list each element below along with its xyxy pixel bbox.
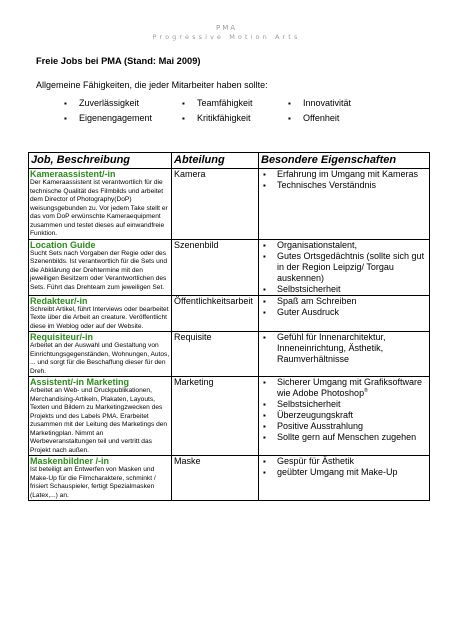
property-item: ▪ Selbstsicherheit xyxy=(260,284,428,295)
properties-cell xyxy=(259,332,430,377)
skill-item: ▪ Teamfähigkeit xyxy=(182,96,253,111)
job-description: Ist beteiligt am Entwerfen von Masken und Make-Up für die Filmcharaktere, schminkt / frisiert Schauspieler, fertigt Spezialmasken (Latex,...) an. xyxy=(30,466,156,499)
job-cell xyxy=(29,239,172,295)
properties-cell xyxy=(259,295,430,332)
job-description: Schreibt Artikel, führt Interviews oder bearbeitet Texte über die Arbeit an creature. Veröffentlicht diese im Weblog oder auf der Website. xyxy=(30,305,169,330)
job-title: Kameraassistent/-in xyxy=(30,169,116,179)
department-cell: Marketing xyxy=(172,377,259,456)
skill-item: ▪ Offenheit xyxy=(288,111,351,126)
header-logo-text: PMA xyxy=(215,24,238,32)
skill-item: ▪ Innovativität xyxy=(288,96,351,111)
skills-column-3 xyxy=(288,96,351,126)
table-row xyxy=(29,456,430,501)
property-item: ▪ geübter Umgang mit Make-Up xyxy=(260,467,428,478)
skill-item: ▪ Zuverlässigkeit xyxy=(64,96,152,111)
property-item: ▪ Selbstsicherheit xyxy=(260,399,428,410)
skill-item: ▪ Eigenengagement xyxy=(64,111,152,126)
column-header-job: Job, Beschreibung xyxy=(29,153,172,169)
document-title: Freie Jobs bei PMA (Stand: Mai 2009) xyxy=(36,56,201,66)
property-item: ▪ Sollte gern auf Menschen zugehen xyxy=(260,432,428,443)
column-header-department: Abteilung xyxy=(172,153,259,169)
property-item: ▪ Guter Ausdruck xyxy=(260,307,428,318)
property-item: ▪ Gespür für Ästhetik xyxy=(260,456,428,467)
job-cell xyxy=(29,332,172,377)
department-cell: Kamera xyxy=(172,169,259,240)
intro-text: Allgemeine Fähigkeiten, die jeder Mitarbeiter haben sollte: xyxy=(36,80,268,90)
table-row xyxy=(29,239,430,295)
department-cell: Requisite xyxy=(172,332,259,377)
properties-cell xyxy=(259,169,430,240)
skill-item: ▪ Kritikfähigkeit xyxy=(182,111,253,126)
table-row xyxy=(29,377,430,456)
table-row xyxy=(29,295,430,332)
department-cell: Öffentlichkeitsarbeit xyxy=(172,295,259,332)
page-header xyxy=(0,24,453,42)
jobs-table xyxy=(28,152,430,501)
property-item: ▪ Gutes Ortsgedächtnis (sollte sich gut in der Region Leipzig/ Torgau auskennen) xyxy=(260,251,428,284)
job-cell xyxy=(29,169,172,240)
header-subtitle: Progressive Motion Arts xyxy=(152,33,301,41)
property-item: ▪ Positive Ausstrahlung xyxy=(260,421,428,432)
job-title: Redakteur/-in xyxy=(30,295,88,306)
property-item: ▪ Überzeugungskraft xyxy=(260,410,428,421)
property-item: ▪ Sicherer Umgang mit Grafiksoftware wie Adobe Photoshop® xyxy=(260,377,428,399)
property-item: ▪ Erfahrung im Umgang mit Kameras xyxy=(260,169,428,180)
job-title: Location Guide xyxy=(30,239,96,250)
department-cell: Maske xyxy=(172,456,259,501)
property-item: ▪ Technisches Verständnis xyxy=(260,180,428,191)
job-description: Der Kameraassistent ist verantwortlich für die technische Qualität des Filmbilds und arbeitet dem Director of Photography(DoP) weisungsgebunden zu. Vor jedem Take stellt er das vom DoP erwünschte Kameraequipment zusammen und testet dieses auf einwandfreie Funktion. xyxy=(30,179,168,237)
property-item: ▪ Organisationstalent, xyxy=(260,240,428,251)
skills-column-1 xyxy=(64,96,152,126)
column-header-properties: Besondere Eigenschaften xyxy=(259,153,430,169)
job-description: Arbeitet an der Auswahl und Gestaltung von Einrichtungsgegenständen, Wohnungen, Autos, ... und sorgt für die Beschaffung dieser für den Dreh. xyxy=(30,342,170,375)
job-cell xyxy=(29,456,172,501)
table-row xyxy=(29,169,430,240)
property-item: ▪ Gefühl für Innenarchitektur, Inneneinrichtung, Ästhetik, Raumverhältnisse xyxy=(260,332,428,365)
skills-column-2 xyxy=(182,96,253,126)
job-title: Assistent/-in Marketing xyxy=(30,377,130,387)
property-item: ▪ Spaß am Schreiben xyxy=(260,296,428,307)
properties-cell xyxy=(259,377,430,456)
properties-cell xyxy=(259,239,430,295)
properties-cell xyxy=(259,456,430,501)
job-description: Arbeitet an Web- und Druckpublikationen, Merchandising-Artikeln, Plakaten, Layouts, Texten und Bildern zu Marketingzwecken des Projekts und des Labels PMA. Erarbeitet zusammen mit der Leitung des Marketings den Marketingplan. Nimmt an Werbeveranstaltungen teil und vertritt das Projekt nach außen. xyxy=(30,387,168,454)
job-cell xyxy=(29,295,172,332)
job-cell xyxy=(29,377,172,456)
job-title: Requisiteur/-in xyxy=(30,332,94,342)
table-header-row xyxy=(29,153,430,169)
job-description: Sucht Sets nach Vorgaben der Regie oder des Szenenbilds. Ist verantwortlich für die Sets und die Abklärung der Drehtermine mit den jeweiligen Besitzern oder Verantwortlichen des Sets. Führt das Drehteam zum jeweiligen Set. xyxy=(30,249,168,291)
job-title: Maskenbildner /-in xyxy=(30,456,110,466)
table-row xyxy=(29,332,430,377)
department-cell: Szenenbild xyxy=(172,239,259,295)
